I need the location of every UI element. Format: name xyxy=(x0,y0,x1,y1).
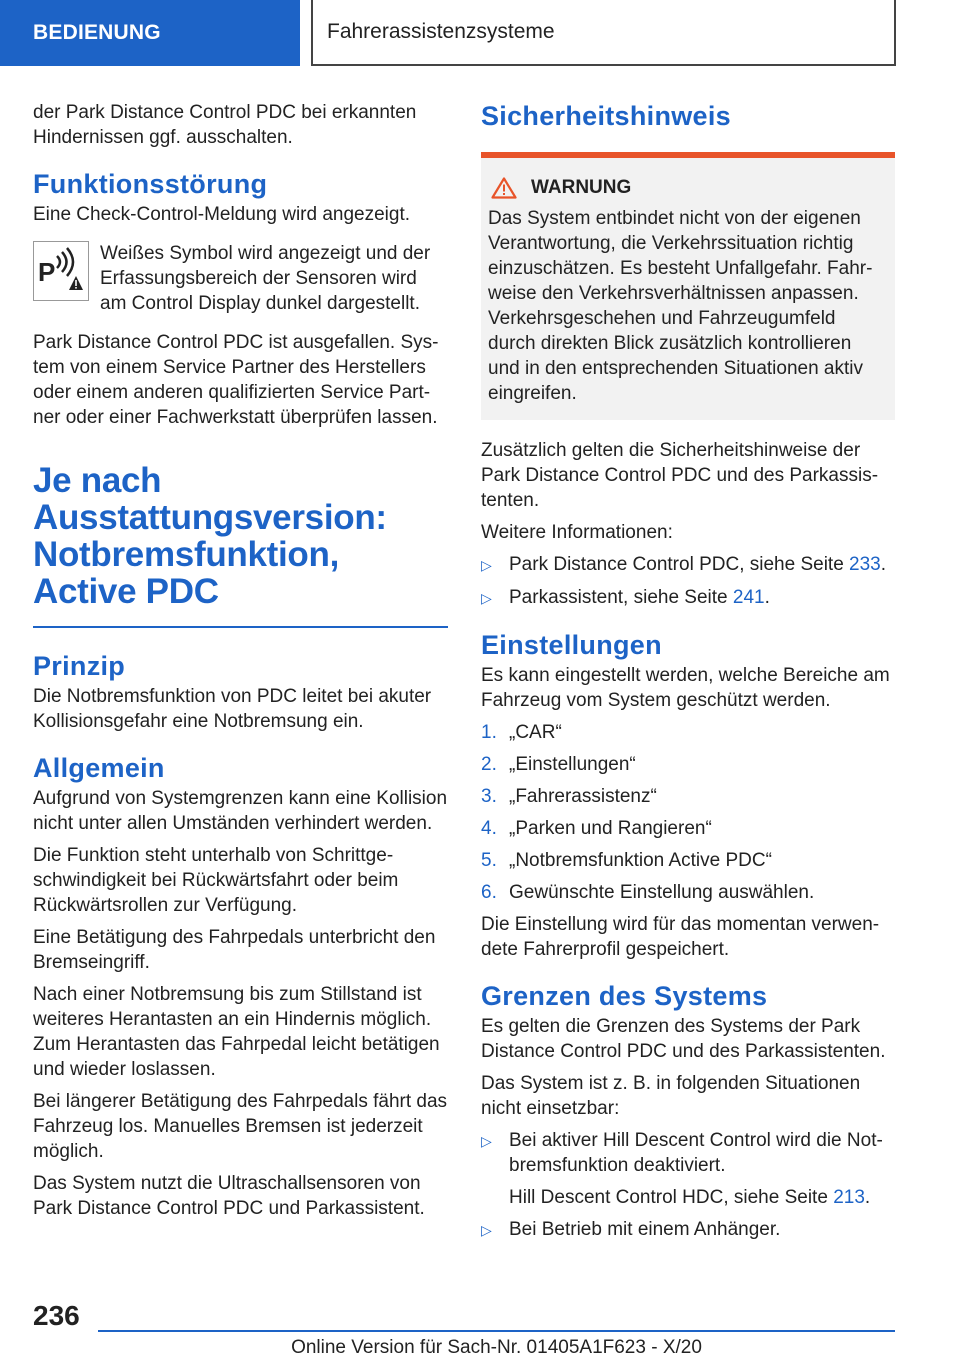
bullet-triangle-icon: ▷ xyxy=(481,1133,492,1149)
grenzen-text: Das System ist z. B. in folgenden Situationen nicht einsetzbar: xyxy=(481,1073,861,1119)
ref-end: . xyxy=(864,1187,871,1208)
warning-triangle-icon xyxy=(491,177,517,199)
step-number: 6. xyxy=(481,882,497,903)
chapter-title: Fahrerassistenzsysteme xyxy=(311,0,896,66)
funktionsstoerung-text: Eine Check-Control-Meldung wird angezeigt. xyxy=(33,204,411,225)
allgemein-paragraph: Die Funktion steht unterhalb von Schrittgeschwindigkeit bei Rückwärtsfahrt oder beim Rückwärtsrollen zur Verfügung. xyxy=(33,845,399,916)
main-heading-line: Je nach xyxy=(33,461,162,500)
step-text: Gewünschte Einstellung auswählen. xyxy=(509,882,815,903)
step-text: „Notbremsfunktion Active PDC“ xyxy=(509,850,772,871)
step-text: „Parken und Rangieren“ xyxy=(509,818,712,839)
step-number: 1. xyxy=(481,722,497,743)
heading-rule xyxy=(33,626,448,628)
heading-grenzen: Grenzen des Systems xyxy=(481,981,768,1011)
footer-rule xyxy=(98,1330,895,1332)
bullet-triangle-icon: ▷ xyxy=(481,557,492,573)
ref-text: Park Distance Control PDC, siehe Seite xyxy=(509,554,850,575)
allgemein-paragraph: Aufgrund von Systemgrenzen kann eine Kollision nicht unter allen Umständen verhindert werden. xyxy=(33,788,448,834)
heading-sicherheitshinweis: Sicherheitshinweis xyxy=(481,101,731,131)
list-item xyxy=(481,784,895,809)
step-number: 2. xyxy=(481,754,497,775)
page-link[interactable]: 241 xyxy=(732,587,765,608)
list-item xyxy=(481,752,895,777)
allgemein-paragraph: Das System nutzt die Ultraschallsensoren von Park Distance Control PDC und Parkassistent. xyxy=(33,1173,425,1219)
ref-end: . xyxy=(764,587,770,608)
einstellungen-text: Es kann eingestellt werden, welche Bereiche am Fahrzeug vom System geschützt werden. xyxy=(481,665,890,711)
step-text: „Einstellungen“ xyxy=(509,754,636,775)
warning-label: WARNUNG xyxy=(531,177,632,198)
footer-text: Online Version für Sach-Nr. 01405A1F623 - X/20 xyxy=(291,1337,702,1358)
prinzip-text: Die Notbremsfunktion von PDC leitet bei akuter Kollisionsgefahr eine Notbremsung ein. xyxy=(33,686,432,732)
einstellungen-after: Die Einstellung wird für das momentan verwendete Fahrerprofil gespeichert. xyxy=(481,914,880,960)
step-number: 4. xyxy=(481,818,497,839)
warning-text: Das System entbindet nicht von der eigenen Verantwortung, die Verkehrssituation richtig einzuschätzen. Es besteht Unfallgefahr. Fahrweise den Verkehrsverhältnissen anpassen. Verkehrsgeschehen und Fahrzeugumfeld durch direkten Blick zusätzlich kontrollieren und in den entsprechenden Situationen aktiv eingreifen. xyxy=(488,208,873,404)
main-heading-line: Ausstattungsversion: xyxy=(33,498,387,537)
bullet-triangle-icon: ▷ xyxy=(481,590,492,606)
pdc-warning-icon xyxy=(33,241,89,301)
ref-text: Parkassistent, siehe Seite xyxy=(509,587,733,608)
allgemein-paragraph: Eine Betätigung des Fahrpedals unterbricht den Bremseingriff. xyxy=(33,927,436,973)
limit-text: Bei aktiver Hill Descent Control wird die Notbremsfunktion deaktiviert. xyxy=(509,1130,883,1176)
pdc-symbol-text: Weißes Symbol wird angezeigt und der Erfassungsbereich der Sensoren wird am Control Display dunkel dargestellt. xyxy=(100,243,431,314)
page-link[interactable]: 233 xyxy=(849,554,881,575)
step-number: 3. xyxy=(481,786,497,807)
heading-funktionsstoerung: Funktionsstörung xyxy=(33,169,268,199)
allgemein-paragraph: Nach einer Notbremsung bis zum Stillstand ist weiteres Herantasten an ein Hindernis möglich. Zum Herantasten das Fahrpedal leicht betätigen und wieder loslassen. xyxy=(33,984,440,1080)
list-item xyxy=(481,720,895,745)
warning-title xyxy=(488,176,888,200)
list-item xyxy=(481,552,895,578)
intro-text: der Park Distance Control PDC bei erkannten Hindernissen ggf. ausschalten. xyxy=(33,102,417,148)
pdc-symbol-row xyxy=(33,241,448,316)
grenzen-text: Es gelten die Grenzen des Systems der Park Distance Control PDC und des Parkassistenten. xyxy=(481,1016,886,1062)
heading-allgemein: Allgemein xyxy=(33,753,165,783)
ref-text: Hill Descent Control HDC, siehe Seite xyxy=(509,1187,834,1208)
list-item xyxy=(481,1217,895,1243)
heading-einstellungen: Einstellungen xyxy=(481,630,662,660)
list-item xyxy=(481,816,895,841)
svg-text:P: P xyxy=(38,257,56,287)
reference-list xyxy=(481,552,895,611)
allgemein-paragraph: Bei längerer Betätigung des Fahrpedals fährt das Fahrzeug los. Manuelles Bremsen ist jederzeit möglich. xyxy=(33,1091,448,1162)
list-item xyxy=(481,880,895,905)
settings-steps xyxy=(481,720,895,905)
limit-text: Bei Betrieb mit einem Anhänger. xyxy=(509,1219,781,1240)
main-heading-line: Active PDC xyxy=(33,572,219,611)
list-item-sub xyxy=(481,1185,895,1210)
step-text: „Fahrerassistenz“ xyxy=(509,786,657,807)
weitere-info-label: Weitere Informationen: xyxy=(481,522,673,543)
funktionsstoerung-after: Park Distance Control PDC ist ausgefallen. System von einem Service Partner des Herstellers oder einem anderen qualifizierten Service Partner oder einer Fachwerkstatt überprüfen lassen. xyxy=(33,332,439,428)
ref-end: . xyxy=(880,554,887,575)
main-heading xyxy=(33,462,448,610)
step-text: „CAR“ xyxy=(509,722,562,743)
section-tab: BEDIENUNG xyxy=(0,0,300,66)
list-item xyxy=(481,585,895,611)
left-column xyxy=(33,100,448,1228)
page-link[interactable]: 213 xyxy=(833,1187,865,1208)
list-item xyxy=(481,848,895,873)
warning-box xyxy=(481,152,895,420)
right-column xyxy=(481,100,895,1250)
heading-prinzip: Prinzip xyxy=(33,651,126,681)
sicherheit-text: Zusätzlich gelten die Sicherheitshinweise der Park Distance Control PDC und des Parkassistenten. xyxy=(481,440,879,511)
page-number: 236 xyxy=(33,1300,80,1331)
main-heading-line: Notbremsfunktion, xyxy=(33,535,340,574)
bullet-triangle-icon: ▷ xyxy=(481,1222,492,1238)
step-number: 5. xyxy=(481,850,497,871)
list-item xyxy=(481,1128,895,1178)
limits-list xyxy=(481,1128,895,1243)
